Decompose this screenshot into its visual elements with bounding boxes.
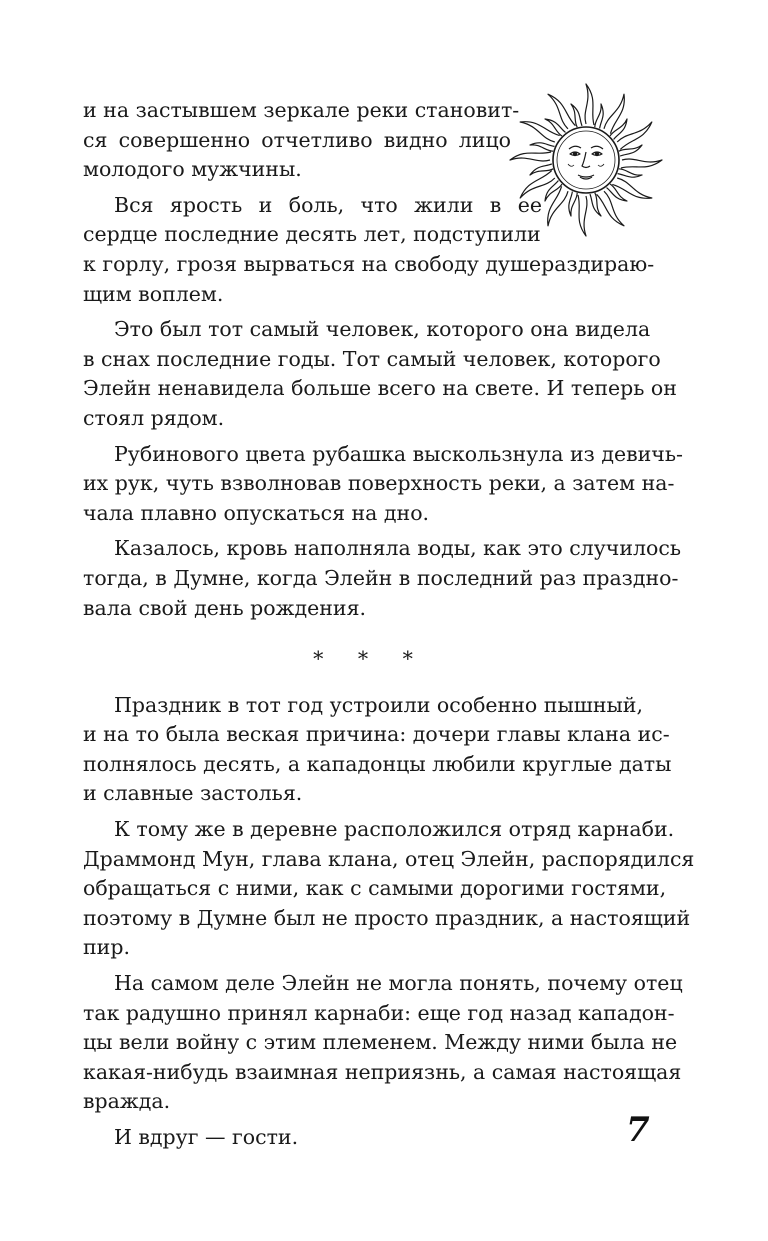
text-line: К тому же в деревне расположился отряд карнаби. xyxy=(114,817,675,842)
text-line: ся совершенно отчетливо видно лицо xyxy=(83,127,511,152)
text-line: сердце последние десять лет, подступили xyxy=(83,222,541,247)
text-line: полнялось десять, а кападонцы любили круглые даты xyxy=(83,751,672,776)
text-line: Вся ярость и боль, что жили в ее xyxy=(114,192,542,217)
text-line: к горлу, грозя вырваться на свободу душераздираю- xyxy=(83,251,655,276)
text-line: какая-нибудь взаимная неприязнь, а самая настоящая xyxy=(83,1059,682,1084)
text-line: вала свой день рождения. xyxy=(83,595,367,620)
text-line: И вдруг — гости. xyxy=(114,1125,299,1149)
paragraph xyxy=(83,1123,643,1153)
text-line: поэтому в Думне был не просто праздник, а настоящий xyxy=(83,905,691,930)
body-text xyxy=(83,96,695,1159)
text-line: и на то была веская причина: дочери главы клана ис- xyxy=(83,722,670,747)
section-separator: * * * xyxy=(313,647,427,672)
text-line: Рубинового цвета рубашка выскользнула из девичь- xyxy=(114,441,683,466)
text-line: обращаться с ними, как с самыми дорогими гостями, xyxy=(83,876,667,901)
text-line: Праздник в тот год устроили особенно пышный, xyxy=(114,692,643,717)
text-line: Казалось, кровь наполняла воды, как это случилось xyxy=(114,536,681,561)
text-line: в снах последние годы. Тот самый человек, которого xyxy=(83,346,661,371)
text-line: вражда. xyxy=(83,1089,171,1114)
text-line: молодого мужчины. xyxy=(83,157,302,182)
text-line: пир. xyxy=(83,935,130,960)
paragraph xyxy=(83,440,683,529)
paragraph xyxy=(83,691,672,809)
paragraph xyxy=(83,815,695,963)
text-line: и на застывшем зеркале реки становит- xyxy=(83,98,520,122)
text-line: Это был тот самый человек, которого она видела xyxy=(114,317,651,342)
text-line: Драммонд Мун, глава клана, отец Элейн, распорядился xyxy=(83,846,695,871)
text-line: и славные застолья. xyxy=(83,781,303,806)
text-line: их рук, чуть взволновав поверхность реки, а затем на- xyxy=(83,471,675,496)
text-line: цы вели войну с этим племенем. Между ними была не xyxy=(83,1030,678,1055)
text-line: На самом деле Элейн не могла понять, почему отец xyxy=(114,971,683,996)
text-line: тогда, в Думне, когда Элейн в последний раз праздно- xyxy=(83,565,679,590)
text-line: Элейн ненавидела больше всего на свете. И теперь он xyxy=(83,376,677,401)
text-line: стоял рядом. xyxy=(83,405,225,430)
text-line: так радушно принял карнаби: еще год назад кападон- xyxy=(83,1000,675,1025)
paragraph xyxy=(83,96,643,185)
page-number: 7 xyxy=(626,1110,650,1150)
paragraph xyxy=(83,969,683,1117)
paragraph xyxy=(83,191,655,309)
paragraph xyxy=(83,315,677,433)
text-line: чала плавно опускаться на дно. xyxy=(83,500,430,525)
text-line: щим воплем. xyxy=(83,281,224,306)
paragraph xyxy=(83,534,681,623)
